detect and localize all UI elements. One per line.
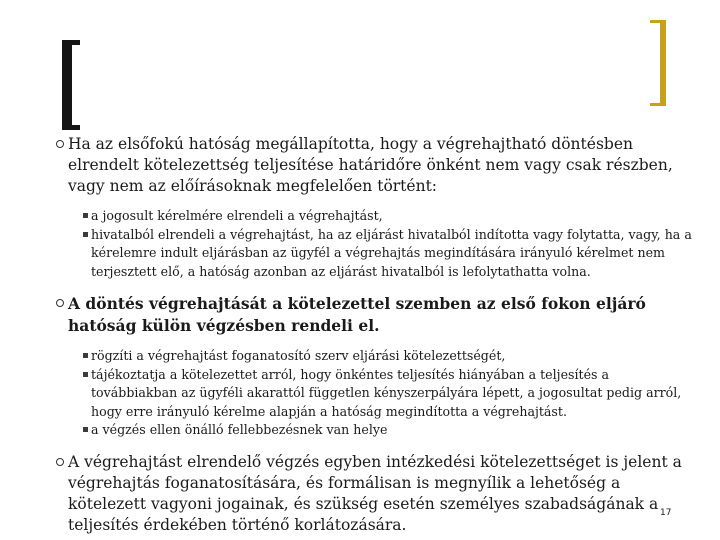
square-bullet-icon	[83, 213, 88, 218]
left-bracket-decoration	[62, 40, 80, 130]
square-bullet-icon	[83, 372, 88, 377]
sub-bullet-1-1	[56, 207, 696, 226]
square-bullet-icon	[83, 353, 88, 358]
circle-bullet-icon	[56, 458, 64, 466]
circle-bullet-icon	[56, 140, 64, 148]
square-bullet-icon	[83, 232, 88, 237]
circle-bullet-icon	[56, 299, 64, 307]
bullet-3	[56, 452, 696, 536]
sub-bullet-text: a jogosult kérelmére elrendeli a végrehajtást,	[91, 208, 383, 223]
sub-bullet-text: a végzés ellen önálló fellebbezésnek van helye	[91, 422, 388, 437]
sub-bullet-text: tájékoztatja a kötelezettet arról, hogy önkéntes teljesítés hiányában a teljesítés a továbbiakban az ügyféli akarattól független kényszerpályára lépett, a jogosultat pedig arról, hogy erre irányuló kérelme alapján a hatóság megindította a végrehajtást.	[91, 366, 682, 419]
page-number: 17	[660, 508, 672, 518]
square-bullet-icon	[83, 427, 88, 432]
right-bracket-decoration	[650, 20, 666, 106]
bullet-2	[56, 293, 696, 337]
bullet-1-text: Ha az elsőfokú hatóság megállapította, hogy a végrehajtható döntésben elrendelt kötelezettség teljesítése határidőre önként nem vagy csak részben, vagy nem az előírásoknak megfelelően történt:	[68, 135, 673, 195]
sub-bullet-text: rögzíti a végrehajtást foganatosító szerv eljárási kötelezettségét,	[91, 348, 506, 363]
sub-bullet-2-1	[56, 347, 696, 366]
bullet-3-text: A végrehajtást elrendelő végzés egyben intézkedési kötelezettséget is jelent a végrehajtás foganatosítására, és formálisan is megnyílik a lehetőség a kötelezett vagyoni jogainak, és szükség esetén személyes szabadságának a teljesítés érdekében történő korlátozására.	[68, 452, 682, 534]
sub-bullet-2-2	[56, 366, 696, 422]
bullet-2-text: A döntés végrehajtását a kötelezettel szemben az első fokon eljáró hatóság külön végzésben rendeli el.	[68, 294, 646, 335]
sub-bullet-2-3	[56, 421, 696, 440]
bullet-1	[56, 134, 696, 197]
sub-bullet-1-2	[56, 226, 696, 282]
sub-bullet-text: hivatalból elrendeli a végrehajtást, ha az eljárást hivatalból indította vagy folytatta, vagy, ha a kérelemre indult eljárásban az ügyfél a végrehajtás megindítására irányuló kérelmet nem terjesztett elő, a hatóság azonban az eljárást hivatalból is lefolytathatta volna.	[91, 226, 692, 279]
slide-content	[56, 134, 696, 536]
